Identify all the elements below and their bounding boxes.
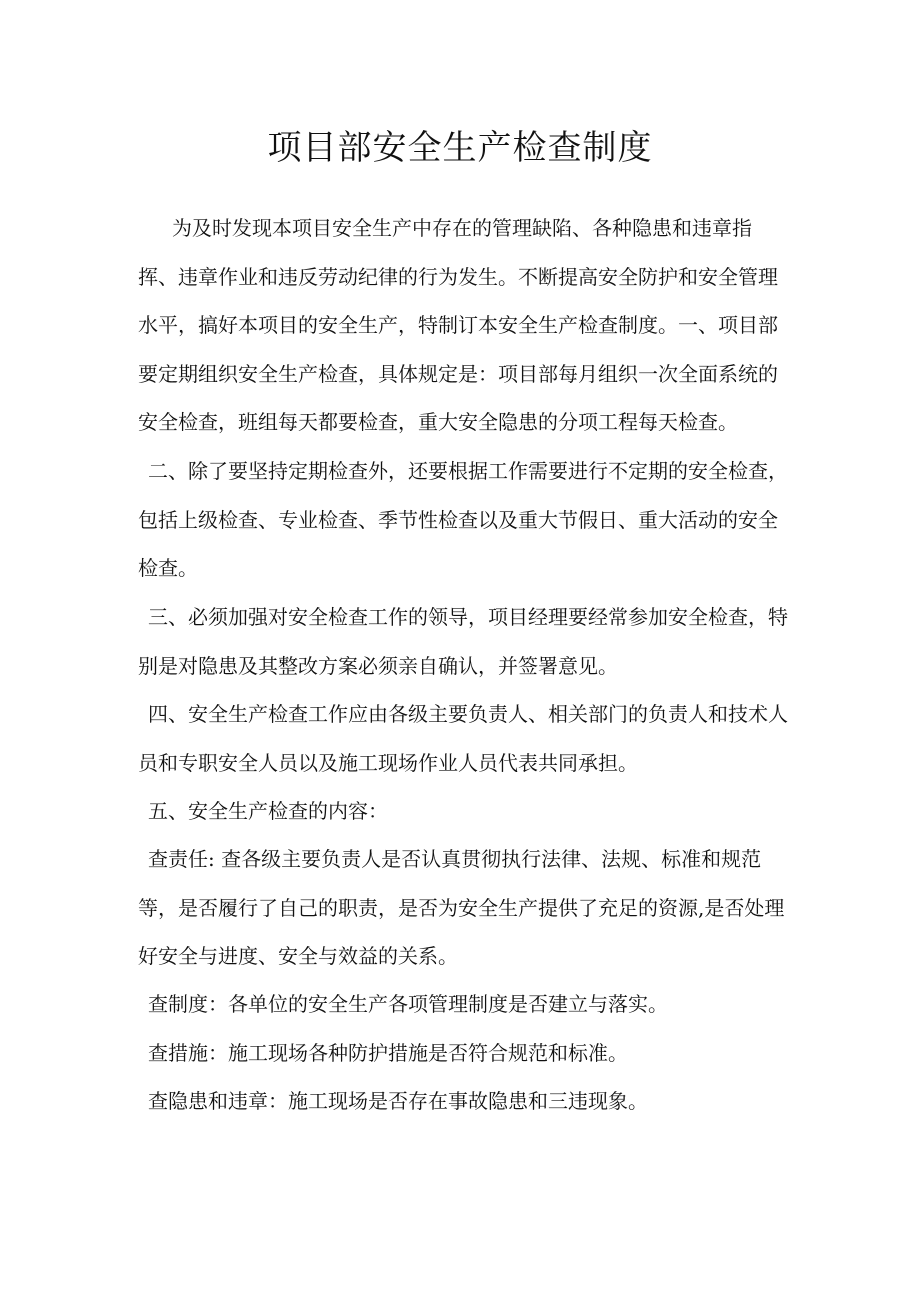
paragraph-check-responsibility — [138, 835, 790, 981]
paragraph-text: 查隐患和违章：施工现场是否存在事故隐患和三违现象。 — [148, 1089, 648, 1113]
paragraph-check-system — [138, 980, 790, 1029]
paragraph-text: 查制度：各单位的安全生产各项管理制度是否建立与落实。 — [148, 992, 668, 1016]
paragraph-check-hazards — [138, 1077, 790, 1126]
paragraph-text: 五、安全生产检查的内容： — [148, 799, 388, 823]
paragraph-text: 三、必须加强对安全检查工作的领导，项目经理要经常参加安全检查，特别是对隐患及其整改方案必须亲自确认，并签署意见。 — [138, 605, 788, 678]
paragraph-text: 查措施：施工现场各种防护措施是否符合规范和标准。 — [148, 1041, 628, 1065]
paragraph-check-measures — [138, 1029, 790, 1078]
paragraph-intro: 为及时发现本项目安全生产中存在的管理缺陷、各种隐患和违章指挥、违章作业和违反劳动纪律的行为发生。不断提高安全防护和安全管理水平，搞好本项目的安全生产，特制订本安全生产检查制度。一、项目部要定期组织安全生产检查，具体规定是：项目部每月组织一次全面系统的安全检查，班组每天都要检查，重大安全隐患的分项工程每天检查。 — [138, 216, 778, 434]
paragraph-text: 查责任: 查各级主要负责人是否认真贯彻执行法律、法规、标准和规范等，是否履行了自己的职责，是否为安全生产提供了充足的资源,是否处理好安全与进度、安全与效益的关系。 — [138, 847, 785, 968]
paragraph-text: 二、除了要坚持定期检查外，还要根据工作需要进行不定期的安全检查，包括上级检查、专业检查、季节性检查以及重大节假日、重大活动的安全检查。 — [138, 459, 788, 580]
paragraph-section-4 — [138, 690, 790, 787]
document-title: 项目部安全生产检查制度 — [267, 128, 653, 168]
paragraph-section-3 — [138, 593, 790, 690]
paragraph-section-2 — [138, 447, 790, 593]
paragraph-section-5 — [138, 787, 790, 836]
paragraph-text: 四、安全生产检查工作应由各级主要负责人、相关部门的负责人和技术人员和专职安全人员以及施工现场作业人员代表共同承担。 — [138, 702, 788, 775]
